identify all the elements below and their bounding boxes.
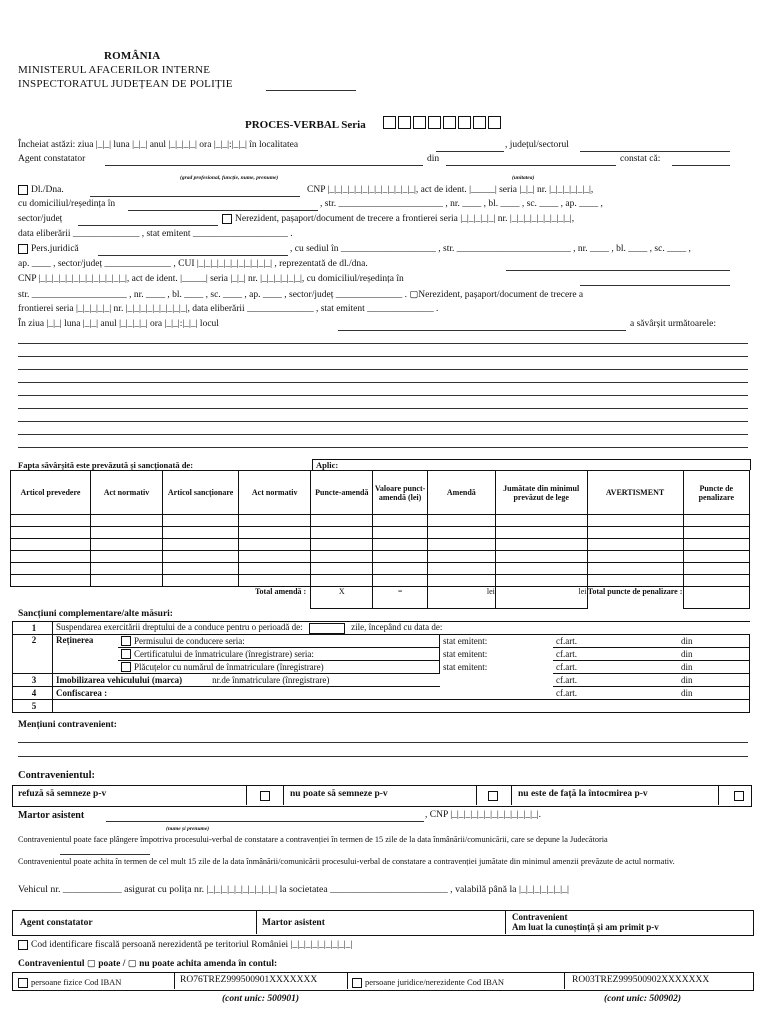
martor-cnp: , CNP |_|_|_|_|_|_|_|_|_|_|_|_|_|. [425, 810, 542, 820]
s2b-cfart: cf.art. [556, 649, 577, 659]
judet-label: , județul/sectorul [505, 140, 569, 150]
s3-label: Imobilizarea vehiculului (marca) [56, 675, 183, 685]
sediul-row: , cu sediul în ____________________ , str. ________________________ , nr. ____ , bl. ____ , sc. ____ , [290, 244, 691, 254]
mentiuni-label: Mențiuni contravenient: [18, 720, 117, 730]
total-amenda-label: Total amendă : [11, 587, 311, 609]
table-row[interactable] [11, 551, 750, 563]
contr-poate-row: Contravenientul ▢ poate / ▢ nu poate achita amenda în contul: [18, 959, 278, 969]
total-lei[interactable]: lei [427, 587, 495, 609]
total-eq: = [373, 587, 427, 609]
s4-din: din [680, 688, 693, 698]
dl-name-field[interactable] [90, 196, 300, 197]
s4-label: Confiscarea : [53, 687, 440, 700]
total-puncte-label: Total puncte de penalizare : [587, 587, 683, 609]
martor-field[interactable] [106, 821, 424, 822]
desc-line[interactable] [18, 421, 748, 422]
aplic-label: Aplic: [316, 460, 339, 470]
inspectorate-blank[interactable] [266, 90, 356, 91]
s4-num: 4 [13, 687, 53, 700]
col-puncte-penalizare: Puncte de penalizare [683, 471, 749, 515]
total-x: X [311, 587, 373, 609]
s2a-cfart: cf.art. [556, 636, 577, 646]
row-incheiat: Încheiat astăzi: ziua |_|_| luna |_|_| anul |_|_|_|_| ora |_|_|:|_|_| în localitatea [18, 140, 299, 150]
pj-iban-row [352, 977, 504, 988]
cont-unic-1: (cont unic: 500901) [222, 994, 300, 1004]
savarsit-label: a săvârșit următoarele: [630, 319, 716, 329]
pj-checkbox[interactable] [18, 244, 28, 254]
s2b-din: din [680, 649, 693, 659]
s2c-cfart: cf.art. [556, 662, 577, 672]
s2b-stat: stat emitent: [443, 649, 488, 659]
s5-field[interactable] [53, 700, 750, 713]
col-valoare-punct: Valoare punct-amendă (lei) [373, 471, 427, 515]
judecatorie-field[interactable] [60, 854, 150, 855]
col-articol-sanctionare: Articol sancționare [163, 471, 239, 515]
s1-zile-field[interactable] [309, 623, 345, 634]
iban-pf: RO76TREZ999500901XXXXXXX [180, 975, 318, 985]
desc-line[interactable] [18, 343, 748, 344]
desc-line[interactable] [18, 356, 748, 357]
s2c-stat: stat emitent: [443, 662, 488, 672]
constat-label: constat că: [620, 154, 661, 164]
sector-label: sector/județ [18, 214, 63, 224]
domiciliu2-field[interactable] [580, 285, 730, 286]
plangere-text: Contravenientul poate face plângere împotriva procesului-verbal de constatare a contravenției în termen de 15 zile de la data înmânării/comunicării, care se depune la Judecătoria [18, 835, 608, 844]
s2-label: Reținerea [53, 635, 119, 674]
constat-field[interactable] [672, 165, 730, 166]
in-ziua-row: În ziua |_|_| luna |_|_| anul |_|_|_|_| ora |_|_|:|_|_| locul [18, 319, 219, 329]
s2c-din: din [680, 662, 693, 672]
table-row[interactable] [11, 515, 750, 527]
s2a-din: din [680, 636, 693, 646]
reprezentant-field[interactable] [506, 270, 730, 271]
domiciliu-field[interactable] [128, 210, 318, 211]
cod-fiscal-row [18, 940, 352, 950]
nu-este-checkbox[interactable] [734, 791, 747, 801]
s2b-label: Certificatului de înmatriculare (înregistrare) seria: [134, 648, 314, 659]
pf-checkbox[interactable] [18, 978, 28, 988]
header-ministry: MINISTERUL AFACERILOR INTERNE [18, 64, 211, 76]
desc-line[interactable] [18, 382, 748, 383]
header-country: ROMÂNIA [104, 50, 161, 62]
nu-este-label: nu este de față la întocmirea p-v [518, 789, 648, 799]
nume-prenume-note: (nume și prenume) [166, 826, 210, 832]
vehicul-row: Vehicul nr. ____________ asigurat cu polița nr. |_|_|_|_|_|_|_|_|_|_| la societatea ________________________ , valabilă până la |_|_|_|_|_|_|_| [18, 884, 569, 895]
document-title: PROCES-VERBAL Seria [245, 119, 366, 131]
note-grad: (grad profesional, funcție, nume, prenume) [180, 175, 279, 181]
sig-agent[interactable]: Agent constatator [20, 918, 93, 928]
dl-label: Dl./Dna. [31, 185, 64, 196]
s2a-checkbox[interactable] [121, 636, 131, 646]
s3-din: din [680, 675, 693, 685]
str2-row: str. ____________________ , nr. ____ , bl. ____ , sc. ____ , ap. ____ , sector/județ ______________ . ▢Nerezident, pașaport/document de trecere a [18, 290, 584, 300]
locul-field[interactable] [338, 330, 626, 331]
s1-num: 1 [13, 622, 53, 635]
s3b-label: nr.de înmatriculare (înregistrare) [212, 675, 330, 685]
s2a-label: Permisului de conducere seria: [134, 635, 245, 646]
s3-num: 3 [13, 674, 53, 687]
refuza-checkbox[interactable] [260, 791, 273, 801]
refuza-label: refuză să semneze p-v [18, 789, 107, 799]
total-lei-2[interactable]: lei [495, 587, 587, 609]
mentiuni-line[interactable] [18, 742, 748, 743]
localitate-field[interactable] [436, 151, 504, 152]
nerezident-row [222, 214, 574, 224]
martor-label: Martor asistent [18, 810, 85, 821]
aplic-box [312, 459, 751, 470]
desc-line[interactable] [18, 369, 748, 370]
sanctiuni-table [12, 621, 750, 713]
data-elib-row: data eliberării ______________ , stat emitent ____________________ . [18, 229, 293, 239]
nerezident-label: Nerezident, pașaport/document de trecere a frontierei seria |_|_|_|_|_| nr. |_|_|_|_|_|_|_|_|_|, [235, 214, 575, 225]
col-avertisment: AVERTISMENT [587, 471, 683, 515]
str-row: , str. ______________________ , nr. ____ , bl. ____ , sc. ____ , ap. ____ , [320, 199, 603, 209]
desc-line[interactable] [18, 434, 748, 435]
judet-field[interactable] [580, 151, 730, 152]
nerezident-checkbox[interactable] [222, 214, 232, 224]
unitate-field[interactable] [446, 165, 616, 166]
series-boxes[interactable] [383, 116, 503, 129]
col-act-normativ: Act normativ [90, 471, 162, 515]
col-amenda: Amendă [427, 471, 495, 515]
total-puncte-field[interactable] [683, 587, 749, 609]
sanctions-table [10, 470, 750, 609]
desc-line[interactable] [18, 395, 748, 396]
s4-cfart: cf.art. [556, 688, 577, 698]
s2-num: 2 [13, 635, 53, 674]
achita-text: Contravenientul poate achita în termen de cel mult 15 zile de la data înmânării/comunicării procesului-verbal de constatare a contravenției jumătate din minimul amenzii prevăzute de actul normativ. [18, 857, 675, 866]
header-inspectorate: INSPECTORATUL JUDEȚEAN DE POLIȚIE [18, 78, 233, 90]
desc-line[interactable] [18, 447, 748, 448]
note-unitatea: (unitatea) [512, 175, 535, 181]
sig-contravenient-2[interactable]: Am luat la cunoștință și am primit p-v [512, 922, 659, 932]
s5-num: 5 [13, 700, 53, 713]
agent-field[interactable] [105, 165, 423, 166]
s2a-stat: stat emitent: [443, 636, 488, 647]
iban-pj: RO03TREZ999500902XXXXXXX [572, 975, 710, 985]
domiciliu-label: cu domiciliul/reședința în [18, 199, 116, 209]
pf-label: persoane fizice Cod IBAN [31, 977, 122, 987]
pj-row [18, 244, 79, 254]
col-act-normativ-2: Act normativ [239, 471, 311, 515]
nu-poate-checkbox[interactable] [488, 791, 501, 801]
contravenientul-label: Contravenientul: [18, 770, 95, 781]
cont-unic-2: (cont unic: 500902) [604, 994, 682, 1004]
cod-fiscal-label: Cod identificare fiscală persoană nerezidentă pe teritoriul României |_|_|_|_|_|_|_|_|_| [31, 940, 353, 951]
cnp-row: CNP |_|_|_|_|_|_|_|_|_|_|_|_|_|, act de ident. |_____| seria |_|_| nr. |_|_|_|_|_|_|, [307, 185, 594, 195]
sector-field[interactable] [78, 225, 218, 226]
s3-cfart: cf.art. [556, 675, 577, 685]
sig-martor[interactable]: Martor asistent [262, 918, 325, 928]
s2b-checkbox[interactable] [121, 649, 131, 659]
pj-name-field[interactable] [98, 255, 288, 256]
col-puncte-amenda: Puncte-amendă [311, 471, 373, 515]
table-row[interactable] [11, 539, 750, 551]
s2c-label: Plăcuțelor cu numărul de înmatriculare (înregistrare) [134, 661, 324, 672]
sig-contravenient: Contravenient [512, 912, 568, 922]
dl-checkbox[interactable] [18, 185, 28, 195]
col-jumatate: Jumătate din minimul prevăzut de lege [495, 471, 587, 515]
table-row[interactable] [11, 527, 750, 539]
sanctiuni-title: Sancțiuni complementare/alte măsuri: [18, 609, 173, 619]
table-row[interactable] [11, 563, 750, 575]
s1b-label: zile, începând cu data de: [351, 622, 443, 633]
table-row[interactable] [11, 575, 750, 587]
nu-poate-label: nu poate să semneze p-v [290, 789, 388, 799]
pj-iban-label: persoane juridice/nerezidente Cod IBAN [365, 977, 505, 987]
fapta-label: Fapta săvârșită este prevăzută și sancționată de: [18, 460, 194, 470]
cnp2-row: CNP |_|_|_|_|_|_|_|_|_|_|_|_|_|, act de ident. |_____| seria |_|_| nr. |_|_|_|_|_|_|, cu domiciliul/reședința în [18, 274, 404, 284]
pj-iban-checkbox[interactable] [352, 978, 362, 988]
dl-row [18, 185, 64, 195]
cod-fiscal-checkbox[interactable] [18, 940, 28, 950]
s1-label: Suspendarea exercitării dreptului de a conduce pentru o perioadă de: [56, 622, 303, 633]
agent-label: Agent constatator [18, 154, 86, 164]
col-articol-prevedere: Articol prevedere [11, 471, 91, 515]
s2c-checkbox[interactable] [121, 662, 131, 672]
pj-label: Pers.juridică [31, 244, 79, 255]
pf-row [18, 977, 121, 988]
din-label: din [427, 154, 440, 164]
ap-cui-row: ap. ____ , sector/județ ______________ , CUI |_|_|_|_|_|_|_|_|_|_|_| , reprezentată de dl./dna. [18, 259, 368, 269]
frontiera-row: frontierei seria |_|_|_|_|_| nr. |_|_|_|_|_|_|_|_|_|, data eliberării ______________ , stat emitent ______________ . [18, 304, 439, 314]
desc-line[interactable] [18, 408, 748, 409]
mentiuni-line[interactable] [18, 756, 748, 757]
